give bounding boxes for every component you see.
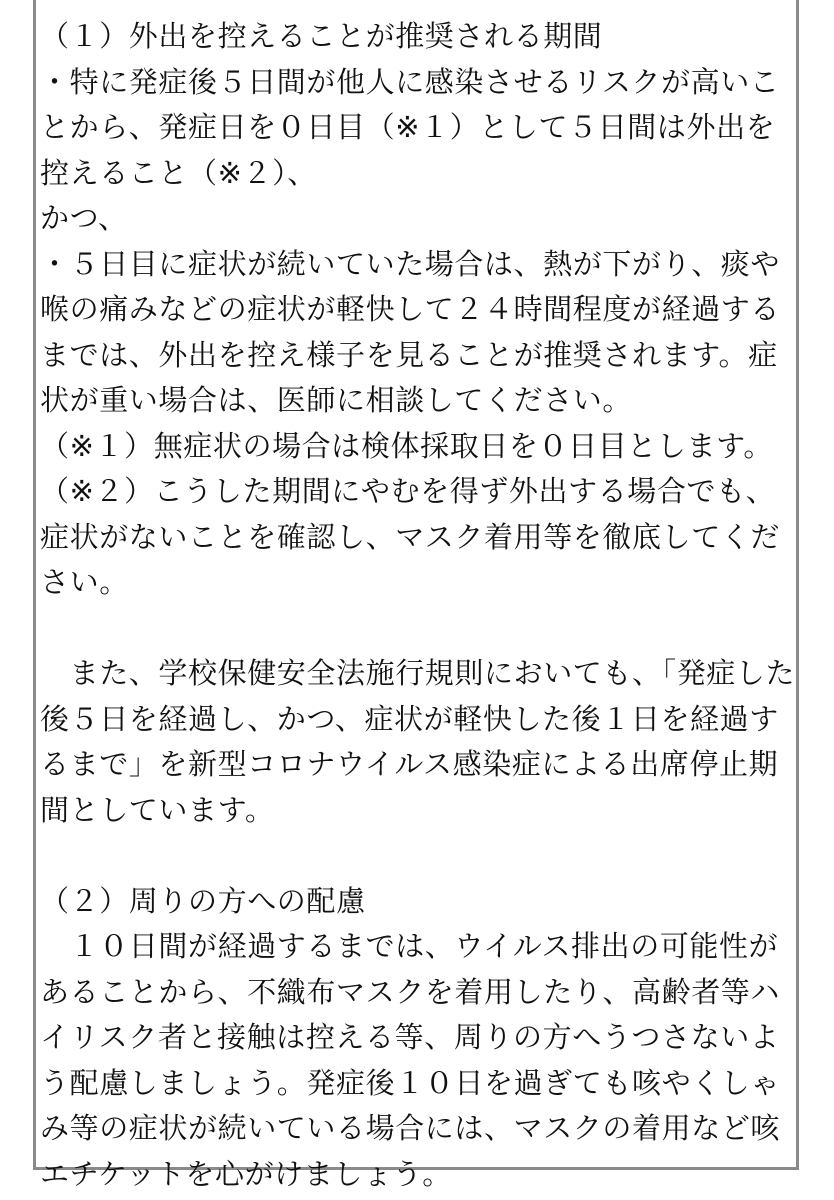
section-1-heading: （１）外出を控えることが推奨される期間: [40, 19, 603, 53]
school-paragraph-line: 間としています。: [40, 792, 275, 827]
section-1-line: 控えること（※２）、: [40, 155, 317, 190]
footnote-2-line: さい。: [40, 565, 129, 599]
section-1-line: 喉の痛みなどの症状が軽快して２４時間程度が経過する: [40, 292, 781, 326]
section-2-line: み等の症状が続いている場合には、マスクの着用など咳: [40, 1111, 781, 1145]
section-1-line: 状が重い場合は、医師に相談してください。: [40, 383, 633, 417]
school-paragraph-line: るまで」を新型コロナウイルス感染症による出席停止期: [40, 747, 779, 781]
school-paragraph-line: 後５日を経過し、かつ、症状が軽快した後１日を経過す: [40, 701, 779, 736]
section-1-line: とから、発症日を０日目（※１）として５日間は外出を: [40, 110, 776, 144]
section-2-line: イリスク者と接触は控える等、周りの方へうつさないよ: [40, 1020, 780, 1054]
footnote-2-line: 症状がないことを確認し、マスク着用等を徹底してくだ: [40, 519, 781, 554]
school-paragraph-line: また、学校保健安全法施行規則においても、「発症した: [40, 656, 796, 690]
section-2-line: あることから、不織布マスクを着用したり、高齢者等ハ: [40, 974, 781, 1009]
paragraph-spacer: [40, 833, 794, 879]
section-2-line: エチケットを心がけましょう。: [40, 1156, 452, 1191]
document-body: [40, 14, 794, 1197]
footnote-1: （※１）無症状の場合は検体採取日を０日目とします。: [40, 428, 773, 463]
section-1-line: ・５日目に症状が続いていた場合は、熱が下がり、痰や: [40, 246, 781, 281]
section-2-line: １０日間が経過するまでは、ウイルス排出の可能性が: [40, 929, 779, 963]
section-1-line: かつ、: [40, 201, 128, 235]
section-1-line: までは、外出を控え様子を見ることが推奨されます。症: [40, 337, 778, 372]
section-2-line: う配慮しましょう。発症後１０日を過ぎても咳やくしゃ: [40, 1065, 781, 1100]
section-1-line: ・特に発症後５日間が他人に感染させるリスクが高いこ: [40, 64, 780, 99]
footnote-2: （※２）こうした期間にやむを得ず外出する場合でも、: [40, 474, 776, 508]
section-2-heading: （２）周りの方への配慮: [40, 883, 366, 918]
paragraph-spacer: [40, 606, 794, 652]
